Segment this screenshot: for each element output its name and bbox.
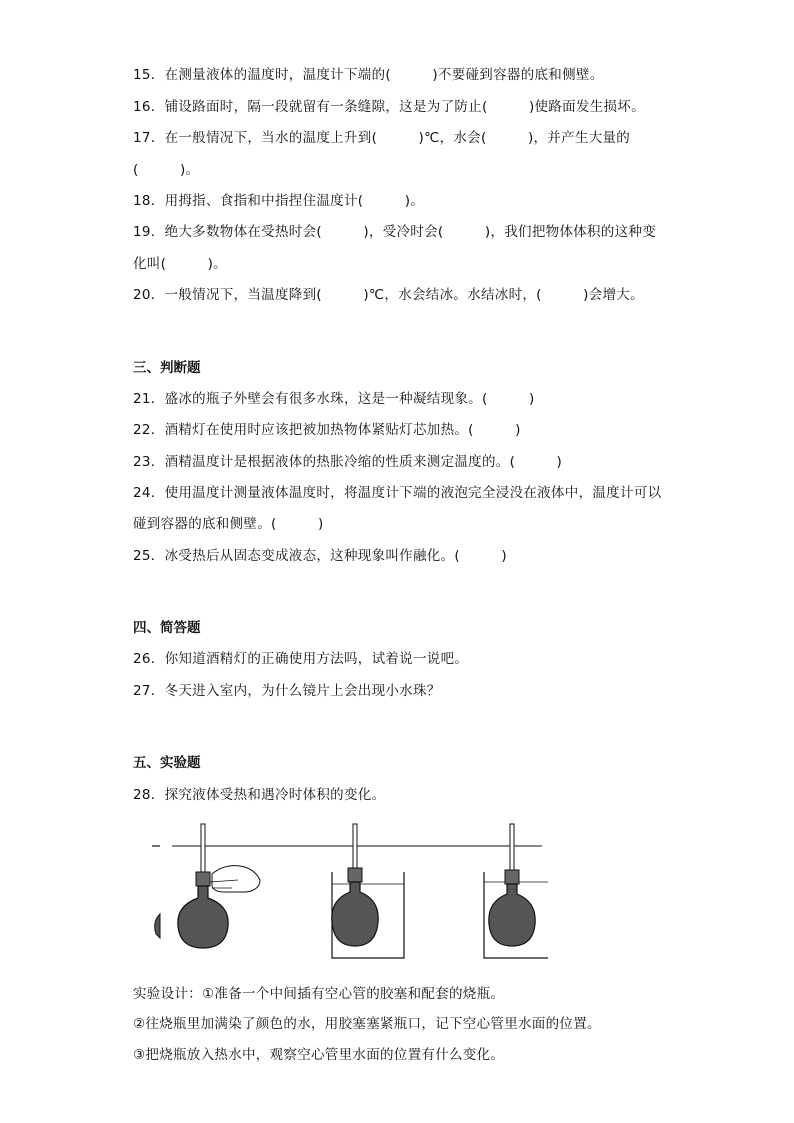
question-26: 26．你知道酒精灯的正确使用方法吗，试着说一说吧。	[133, 651, 469, 667]
section-3-title: 三、判断题	[133, 360, 201, 376]
section-4-title: 四、简答题	[133, 620, 201, 636]
question-15: 15．在测量液体的温度时，温度计下端的( )不要碰到容器的底和侧壁。	[133, 67, 604, 83]
question-22: 22．酒精灯在使用时应该把被加热物体紧贴灯芯加热。( )	[133, 422, 521, 438]
design-step-2: ②往烧瓶里加满染了颜色的水，用胶塞塞紧瓶口，记下空心管里水面的位置。	[133, 1016, 601, 1032]
tube-2	[353, 824, 357, 874]
question-17-cont: ( )。	[133, 162, 200, 178]
question-19-cont: 化叫( )。	[133, 256, 227, 272]
flask-2-beaker	[332, 824, 404, 958]
stopper-2	[348, 868, 362, 882]
flask-body-2	[332, 882, 378, 946]
flask-1-held	[155, 824, 260, 948]
design-step-1: 实验设计：①准备一个中间插有空心管的胶塞和配套的烧瓶。	[133, 986, 505, 1002]
question-28: 28．探究液体受热和遇冷时体积的变化。	[133, 787, 386, 803]
question-16: 16．铺设路面时，隔一段就留有一条缝隙，这是为了防止( )使路面发生损坏。	[133, 99, 645, 115]
tube-3	[510, 824, 514, 874]
section-5-title: 五、实验题	[133, 755, 201, 771]
question-20: 20．一般情况下，当温度降到( )℃，水会结冰。水结冰时，( )会增大。	[133, 287, 644, 303]
question-24: 24．使用温度计测量液体温度时，将温度计下端的液泡完全浸没在液体中，温度计可以	[133, 485, 662, 501]
question-24-cont: 碰到容器的底和侧壁。( )	[133, 516, 324, 532]
flask-3-beaker	[484, 824, 548, 958]
stopper-3	[505, 870, 519, 884]
flask-body-3	[489, 884, 535, 946]
edge-object	[155, 914, 160, 938]
experiment-illustration	[148, 822, 548, 962]
question-17: 17．在一般情况下，当水的温度上升到( )℃，水会( )，并产生大量的	[133, 130, 631, 146]
question-27: 27．冬天进入室内，为什么镜片上会出现小水珠？	[133, 683, 441, 699]
design-step-3: ③把烧瓶放入热水中，观察空心管里水面的位置有什么变化。	[133, 1047, 505, 1063]
question-18: 18．用拇指、食指和中指捏住温度计( )。	[133, 193, 425, 209]
stopper-1	[196, 872, 210, 886]
question-19: 19．绝大多数物体在受热时会( )，受冷时会( )，我们把物体体积的这种变	[133, 224, 657, 240]
question-25: 25．冰受热后从固态变成液态，这种现象叫作融化。( )	[133, 548, 507, 564]
question-23: 23．酒精温度计是根据液体的热胀冷缩的性质来测定温度的。( )	[133, 454, 563, 470]
flask-body-1	[178, 886, 228, 948]
question-21: 21．盛冰的瓶子外壁会有很多水珠，这是一种凝结现象。( )	[133, 391, 535, 407]
